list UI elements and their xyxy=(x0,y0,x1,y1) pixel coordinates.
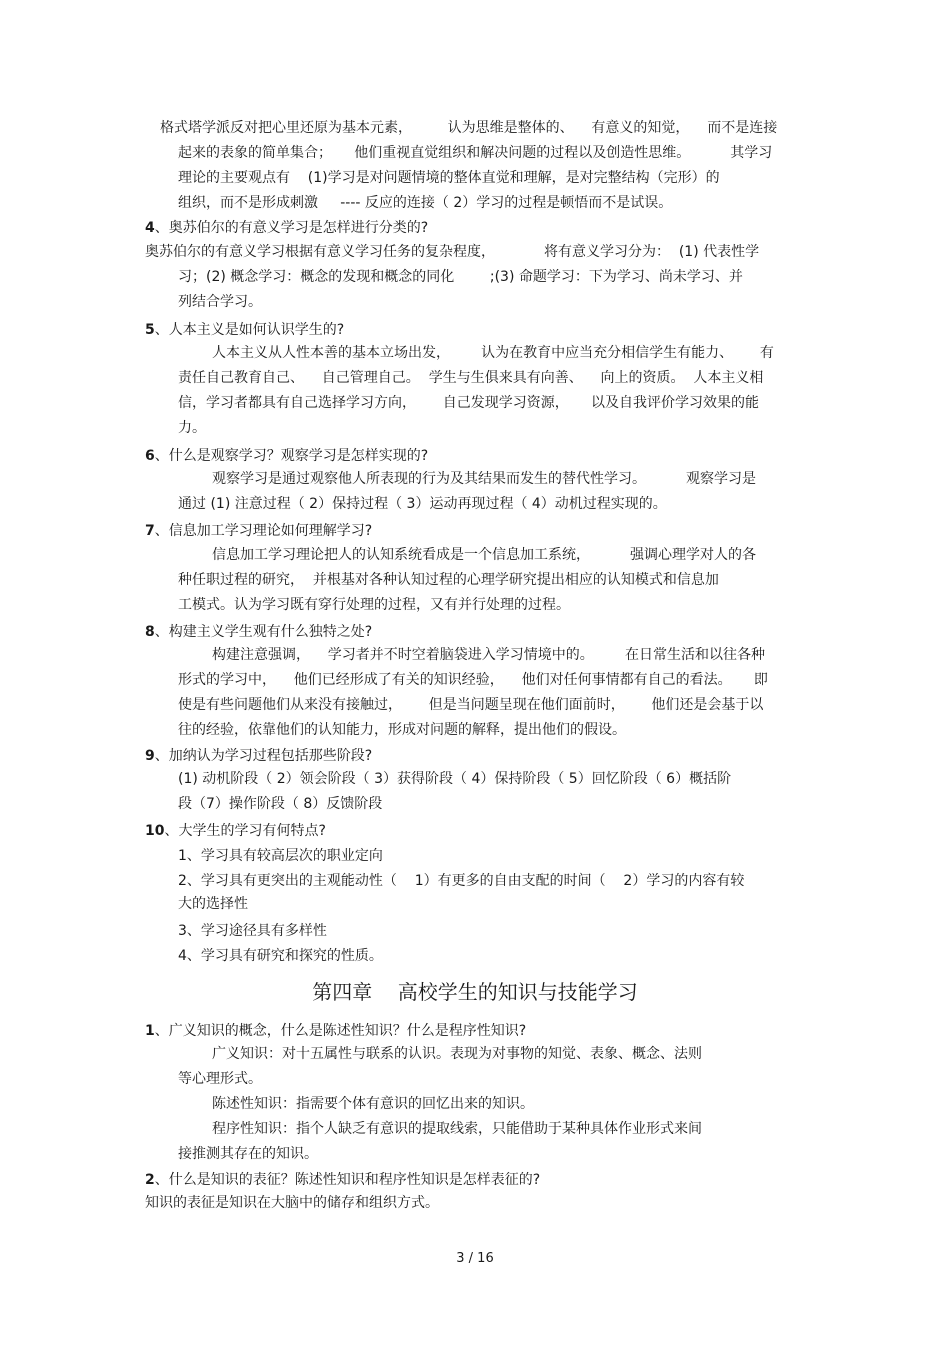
paragraph-line: 知识的表征是知识在大脑中的储存和组织方式。 xyxy=(145,1195,439,1211)
paragraph-line: (1) 动机阶段（ 2）领会阶段（ 3）获得阶段（ 4）保持阶段（ 5）回忆阶段（ 6）概括阶 xyxy=(178,771,732,787)
question-text: 、构建主义学生观有什么独特之处? xyxy=(154,624,373,640)
paragraph-line: 往的经验，依靠他们的认知能力，形成对问题的解释，提出他们的假设。 xyxy=(178,722,626,738)
question-number: 2 xyxy=(145,1172,155,1188)
question-number: 1 xyxy=(145,1023,155,1039)
paragraph-line: 形式的学习中， 他们已经形成了有关的知识经验， 他们对任何事情都有自己的看法。 即 xyxy=(178,672,768,688)
question-heading xyxy=(145,446,428,466)
paragraph-line: 奥苏伯尔的有意义学习根据有意义学习任务的复杂程度， 将有意义学习分为： (1) 代表性学 xyxy=(145,244,760,260)
paragraph-line: 接推测其存在的知识。 xyxy=(178,1146,318,1162)
question-heading xyxy=(145,1170,540,1190)
question-text: 、什么是知识的表征？陈述性知识和程序性知识是怎样表征的? xyxy=(154,1172,541,1188)
question-number: 5 xyxy=(145,322,155,338)
chapter-title: 第四章 高校学生的知识与技能学习 xyxy=(312,980,638,1004)
paragraph-line: 信息加工学习理论把人的认知系统看成是一个信息加工系统， 强调心理学对人的各 xyxy=(212,547,757,563)
paragraph-line: 列结合学习。 xyxy=(178,294,262,310)
paragraph-line: 习；(2) 概念学习：概念的发现和概念的同化 ;(3) 命题学习：下为学习、尚未学习、并 xyxy=(178,269,743,285)
paragraph-line: 1、学习具有较高层次的职业定向 xyxy=(178,848,383,864)
paragraph-line: 通过 (1) 注意过程（ 2）保持过程（ 3）运动再现过程（ 4）动机过程实现的。 xyxy=(178,496,667,512)
question-number: 7 xyxy=(145,523,155,539)
paragraph-line: 信，学习者都具有自己选择学习方向， 自己发现学习资源， 以及自我评价学习效果的能 xyxy=(178,395,759,411)
paragraph-line: 3、学习途径具有多样性 xyxy=(178,923,327,939)
paragraph-line: 陈述性知识：指需要个体有意识的回忆出来的知识。 xyxy=(212,1096,534,1112)
question-number: 6 xyxy=(145,448,155,464)
question-text: 、加纳认为学习过程包括那些阶段? xyxy=(154,748,373,764)
page-number: 3 / 16 xyxy=(456,1251,494,1266)
question-number: 9 xyxy=(145,748,155,764)
question-number: 10 xyxy=(145,823,165,839)
paragraph-line: 组织，而不是形成刺激 ---- 反应的连接（ 2）学习的过程是顿悟而不是试误。 xyxy=(178,195,673,211)
question-text: 、什么是观察学习？观察学习是怎样实现的? xyxy=(154,448,429,464)
question-heading xyxy=(145,622,372,642)
paragraph-line: 工模式。认为学习既有穿行处理的过程，又有并行处理的过程。 xyxy=(178,597,570,613)
paragraph-line: 使是有些问题他们从来没有接触过， 但是当问题呈现在他们面前时， 他们还是会基于以 xyxy=(178,697,764,713)
paragraph-line: 人本主义从人性本善的基本立场出发， 认为在教育中应当充分相信学生有能力、 有 xyxy=(212,345,774,361)
question-heading xyxy=(145,1021,526,1041)
question-heading xyxy=(145,821,326,841)
question-number: 8 xyxy=(145,624,155,640)
question-number: 4 xyxy=(145,220,155,236)
paragraph-line: 大的选择性 xyxy=(178,896,248,912)
question-heading xyxy=(145,320,344,340)
paragraph-line: 等心理形式。 xyxy=(178,1071,262,1087)
question-text: 、信息加工学习理论如何理解学习? xyxy=(154,523,373,539)
paragraph-line: 2、学习具有更突出的主观能动性（ 1）有更多的自由支配的时间（ 2）学习的内容有较 xyxy=(178,873,745,889)
question-text: 、人本主义是如何认识学生的? xyxy=(154,322,345,338)
paragraph-line: 力。 xyxy=(178,420,206,436)
paragraph-line: 格式塔学派反对把心里还原为基本元素， 认为思维是整体的、 有意义的知觉， 而不是连接 xyxy=(160,120,778,136)
question-text: 、大学生的学习有何特点? xyxy=(164,823,326,839)
paragraph-line: 广义知识：对十五属性与联系的认识。表现为对事物的知觉、表象、概念、法则 xyxy=(212,1046,702,1062)
question-heading xyxy=(145,521,372,541)
question-text: 、广义知识的概念，什么是陈述性知识？什么是程序性知识? xyxy=(154,1023,527,1039)
question-heading xyxy=(145,218,428,238)
question-heading xyxy=(145,746,372,766)
paragraph-line: 观察学习是通过观察他人所表现的行为及其结果而发生的替代性学习。 观察学习是 xyxy=(212,471,757,487)
paragraph-line: 责任自己教育自己、 自己管理自己。 学生与生俱来具有向善、 向上的资质。 人本主义相 xyxy=(178,370,764,386)
paragraph-line: 构建注意强调， 学习者并不时空着脑袋进入学习情境中的。 在日常生活和以往各种 xyxy=(212,647,765,663)
paragraph-line: 段（7）操作阶段（ 8）反馈阶段 xyxy=(178,796,383,812)
paragraph-line: 4、学习具有研究和探究的性质。 xyxy=(178,948,383,964)
paragraph-line: 程序性知识：指个人缺乏有意识的提取线索，只能借助于某种具体作业形式来间 xyxy=(212,1121,702,1137)
paragraph-line: 种任职过程的研究， 并根基对各种认知过程的心理学研究提出相应的认知模式和信息加 xyxy=(178,572,719,588)
question-text: 、奥苏伯尔的有意义学习是怎样进行分类的? xyxy=(154,220,429,236)
paragraph-line: 理论的主要观点有 (1)学习是对问题情境的整体直觉和理解，是对完整结构（完形）的 xyxy=(178,170,720,186)
paragraph-line: 起来的表象的简单集合； 他们重视直觉组织和解决问题的过程以及创造性思维。 其学习 xyxy=(178,145,773,161)
